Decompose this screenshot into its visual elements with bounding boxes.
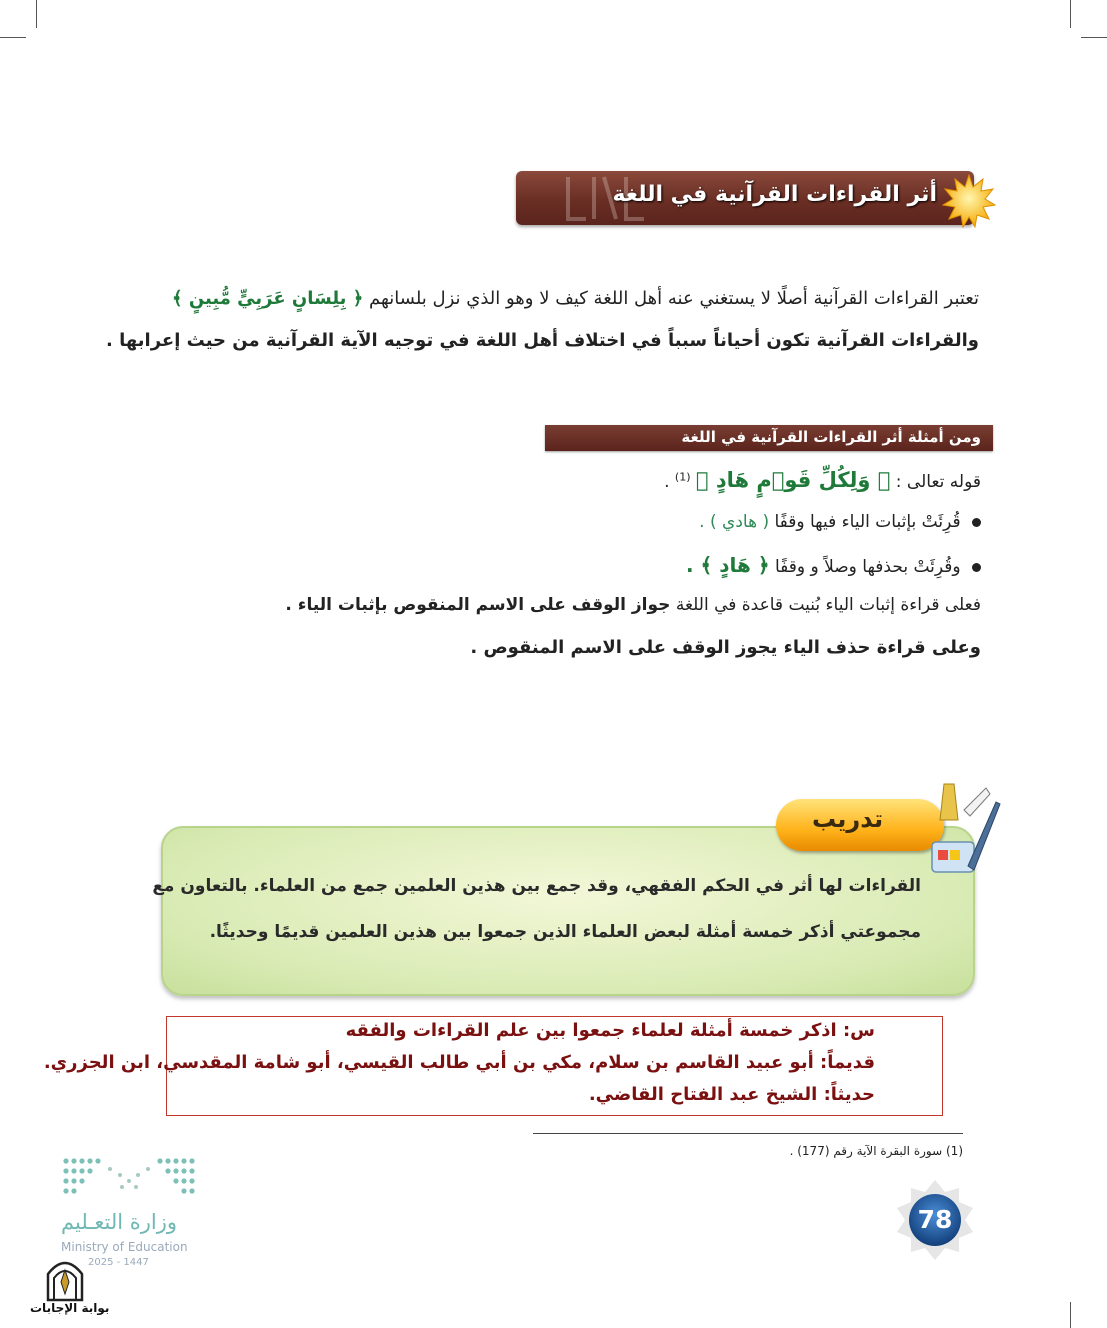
training-box: [161, 826, 975, 996]
sun-badge-icon: [942, 174, 996, 228]
example-intro: [664, 468, 981, 492]
pen-inkwell-icon: [924, 780, 1002, 880]
bullet-2-value: ﴿ هَادٍ ﴾ .: [685, 553, 770, 577]
ministry-name-arabic: وزارة التعـليم: [61, 1210, 178, 1234]
bullet-item-2: [686, 553, 981, 577]
example-verse: ﴿ وَلِكُلِّ قَوۡمٍ هَادٍ ﴾: [695, 468, 891, 492]
intro-line-1: [119, 284, 979, 314]
crop-mark: [1081, 37, 1107, 38]
intro-line-2: والقراءات القرآنية تكون أحياناً سبباً في اختلاف أهل اللغة في توجيه الآية القرآنية من حيث إعرابها .: [106, 330, 979, 351]
bullet-icon: [972, 563, 981, 572]
footnote-ref: (1): [674, 470, 691, 484]
answer-question: س: اذكر خمسة أمثلة لعلماء جمعوا بين علم القراءات والفقه: [345, 1020, 875, 1041]
crop-mark: [36, 0, 37, 28]
training-label: تدريب: [812, 805, 884, 833]
section-heading: ومن أمثلة أثر القراءات القرآنية في اللغة: [681, 428, 981, 446]
footnote-divider: [533, 1133, 963, 1134]
training-line-1: القراءات لها أثر في الحكم الفقهي، وقد جمع بين هذين العلمين جمع من العلماء. بالتعاون مع: [152, 876, 921, 896]
footnote-text: (1) سورة البقرة الآية رقم (177) .: [789, 1144, 963, 1158]
quran-verse: ﴿ بِلِسَانٍ عَرَبِيٍّ مُّبِينٍ ﴾: [172, 288, 364, 309]
bullet-1-value: ( هادي ) .: [699, 512, 770, 532]
rule-line-2: وعلى قراءة حذف الياء يجوز الوقف على الاسم المنقوص .: [470, 637, 981, 658]
ministry-logo-icon: [62, 1155, 196, 1199]
crop-mark: [1070, 0, 1071, 28]
verse-end-dot: .: [664, 472, 670, 492]
intro-text: تعتبر القراءات القرآنية أصلًا لا يستغني عنه أهل اللغة كيف لا وهو الذي نزل بلسانهم: [369, 288, 979, 309]
bullet-1-text: قُرِئَتْ بإثبات الياء فيها وقفًا: [774, 512, 961, 532]
training-line-2: مجموعتي أذكر خمسة أمثلة لبعض العلماء الذين جمعوا بين هذين العلمين قديمًا وحديثًا.: [209, 922, 921, 942]
crop-mark: [1070, 1302, 1071, 1328]
page-number: 78: [917, 1205, 953, 1234]
watermark-text: بوابة الإجابات: [30, 1301, 110, 1315]
rule-1-bold: جواز الوقف على الاسم المنقوص بإثبات الياء .: [285, 595, 671, 615]
crop-mark: [0, 37, 26, 38]
portal-logo-icon: [42, 1256, 88, 1302]
bullet-2-text: وقُرِئَتْ بحذفها وصلاً و وقفًا: [774, 557, 961, 577]
rule-line-1: [285, 595, 981, 615]
answer-old-scholars: قديماً: أبو عبيد القاسم بن سلام، مكي بن أبي طالب القيسي، أبو شامة المقدسي، ابن الجزري.: [43, 1052, 875, 1073]
answer-new-scholars: حديثاً: الشيخ عبد الفتاح القاضي.: [588, 1084, 875, 1105]
bullet-icon: [972, 518, 981, 527]
example-label: قوله تعالى :: [895, 472, 981, 492]
ministry-name-english: Ministry of Education: [61, 1240, 188, 1254]
rule-1-plain: فعلى قراءة إثبات الياء بُنيت قاعدة في اللغة: [675, 595, 981, 615]
bullet-item-1: [699, 512, 981, 532]
edition-year: 2025 - 1447: [88, 1257, 149, 1268]
page-title: أثر القراءات القرآنية في اللغة: [612, 182, 937, 207]
